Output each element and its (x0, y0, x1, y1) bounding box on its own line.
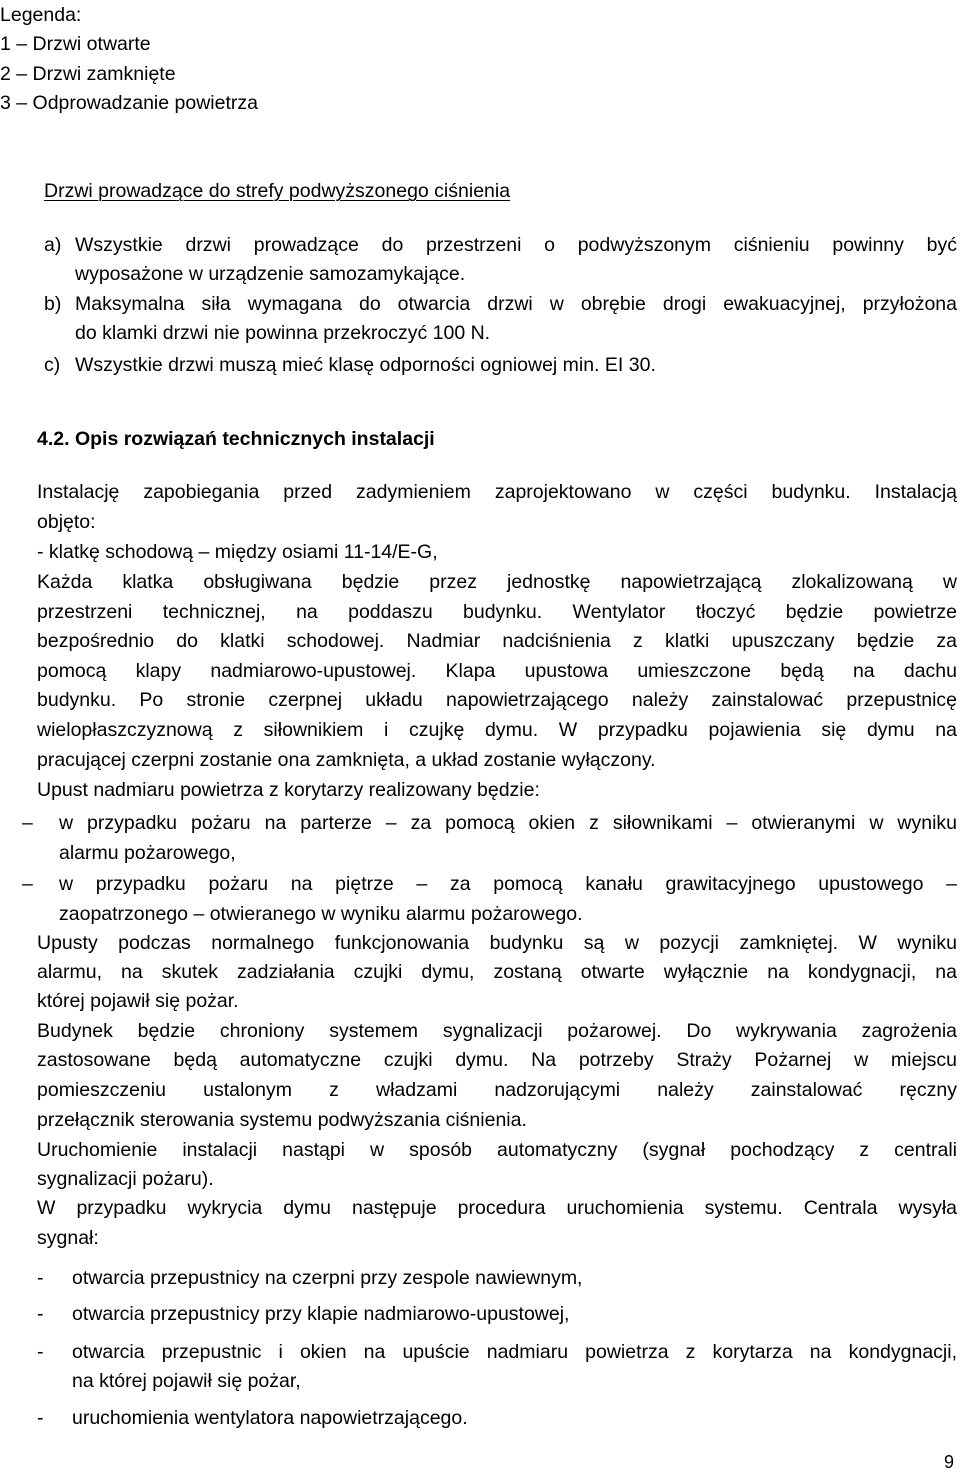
p2-line-9: sygnalizacji pożaru). (37, 1168, 214, 1190)
doors-item-b-label: b) (44, 293, 62, 315)
p1-line-3: - klatkę schodową – między osiami 11-14/E-G, (37, 541, 438, 563)
p2-line-6: pomieszczeniu ustalonym z władzami nadzorującymi należy zainstalować ręczny (37, 1079, 957, 1101)
section-number: 4.2. (37, 428, 70, 450)
p1-line-4: Każda klatka obsługiwana będzie przez jednostkę napowietrzającą zlokalizowaną w (37, 571, 957, 593)
doors-item-c-line-1: Wszystkie drzwi muszą mieć klasę odporności ogniowej min. EI 30. (75, 354, 656, 376)
dash-item-2-line-2: zaopatrzonego – otwieranego w wyniku alarmu pożarowego. (59, 903, 583, 925)
p2-line-3: której pojawił się pożar. (37, 990, 239, 1012)
p2-line-11: sygnał: (37, 1227, 99, 1249)
hyphen-item-3-line-1: otwarcia przepustnic i okien na upuście nadmiaru powietrza z korytarza na kondygnacji, (72, 1341, 957, 1363)
hyphen-item-3-line-2: na której pojawił się pożar, (72, 1370, 301, 1392)
p2-line-8: Uruchomienie instalacji nastąpi w sposób automatyczny (sygnał pochodzący z centrali (37, 1139, 957, 1161)
hyphen-marker-3: - (37, 1341, 44, 1363)
section-title: Opis rozwiązań technicznych instalacji (74, 428, 435, 450)
p2-line-1: Upusty podczas normalnego funkcjonowania budynku są w pozycji zamkniętej. W wyniku (37, 932, 957, 954)
hyphen-item-4: uruchomienia wentylatora napowietrzającego. (72, 1407, 468, 1429)
dash-marker-2: – (22, 873, 33, 895)
doors-item-b-line-2: do klamki drzwi nie powinna przekroczyć 100 N. (75, 322, 491, 344)
hyphen-item-1: otwarcia przepustnicy na czerpni przy zespole nawiewnym, (72, 1267, 583, 1289)
p2-line-2: alarmu, na skutek zadziałania czujki dymu, zostaną otwarte wyłącznie na kondygnacji, na (37, 961, 957, 983)
p1-line-7: pomocą klapy nadmiarowo-upustowej. Klapa upustowa umieszczone będą na dachu (37, 660, 957, 682)
legend-item-3: 3 – Odprowadzanie powietrza (0, 92, 258, 114)
p1-line-8: budynku. Po stronie czerpnej układu napowietrzającego należy zainstalować przepustnicę (37, 689, 957, 711)
p1-line-2: objęto: (37, 511, 96, 533)
doors-item-a-line-2: wyposażone w urządzenie samozamykające. (75, 263, 466, 285)
section-heading (37, 428, 435, 451)
p1-line-6: bezpośrednio do klatki schodowej. Nadmiar nadciśnienia z klatki upuszczany będzie za (37, 630, 957, 652)
legend-title: Legenda: (0, 4, 82, 26)
hyphen-marker-4: - (37, 1407, 44, 1429)
p2-line-4: Budynek będzie chroniony systemem sygnalizacji pożarowej. Do wykrywania zagrożenia (37, 1020, 957, 1042)
p2-line-5: zastosowane będą automatyczne czujki dymu. Na potrzeby Straży Pożarnej w miejscu (37, 1049, 957, 1071)
dash-item-2-line-1: w przypadku pożaru na piętrze – za pomocą kanału grawitacyjnego upustowego – (59, 873, 957, 895)
dash-item-1-line-2: alarmu pożarowego, (59, 842, 236, 864)
page-number: 9 (943, 1452, 954, 1472)
p2-line-10: W przypadku wykrycia dymu następuje procedura uruchomienia systemu. Centrala wysyła (37, 1197, 957, 1219)
dash-marker-1: – (22, 812, 33, 834)
doors-item-b-line-1: Maksymalna siła wymagana do otwarcia drzwi w obrębie drogi ewakuacyjnej, przyłożona (75, 293, 957, 315)
p1-line-11: Upust nadmiaru powietrza z korytarzy realizowany będzie: (37, 779, 540, 801)
hyphen-item-2: otwarcia przepustnicy przy klapie nadmiarowo-upustowej, (72, 1303, 570, 1325)
hyphen-marker-2: - (37, 1303, 44, 1325)
doors-item-a-line-1: Wszystkie drzwi prowadzące do przestrzeni o podwyższonym ciśnieniu powinny być (75, 234, 957, 256)
p2-line-7: przełącznik sterowania systemu podwyższania ciśnienia. (37, 1109, 527, 1131)
dash-item-1-line-1: w przypadku pożaru na parterze – za pomocą okien z siłownikami – otwieranymi w wyniku (59, 812, 957, 834)
p1-line-9: wielopłaszczyznową z siłownikiem i czujkę dymu. W przypadku pojawienia się dymu na (37, 719, 957, 741)
p1-line-5: przestrzeni technicznej, na poddaszu budynku. Wentylator tłoczyć będzie powietrze (37, 601, 957, 623)
doors-item-c-label: c) (44, 354, 61, 376)
p1-line-10: pracującej czerpni zostanie ona zamknięta, a układ zostanie wyłączony. (37, 749, 656, 771)
hyphen-marker-1: - (37, 1267, 44, 1289)
legend-item-2: 2 – Drzwi zamknięte (0, 63, 176, 85)
legend-item-1: 1 – Drzwi otwarte (0, 33, 151, 55)
doors-heading: Drzwi prowadzące do strefy podwyższonego ciśnienia (44, 180, 511, 202)
p1-line-1: Instalację zapobiegania przed zadymieniem zaprojektowano w części budynku. Instalacją (37, 481, 957, 503)
doors-item-a-label: a) (44, 234, 62, 256)
